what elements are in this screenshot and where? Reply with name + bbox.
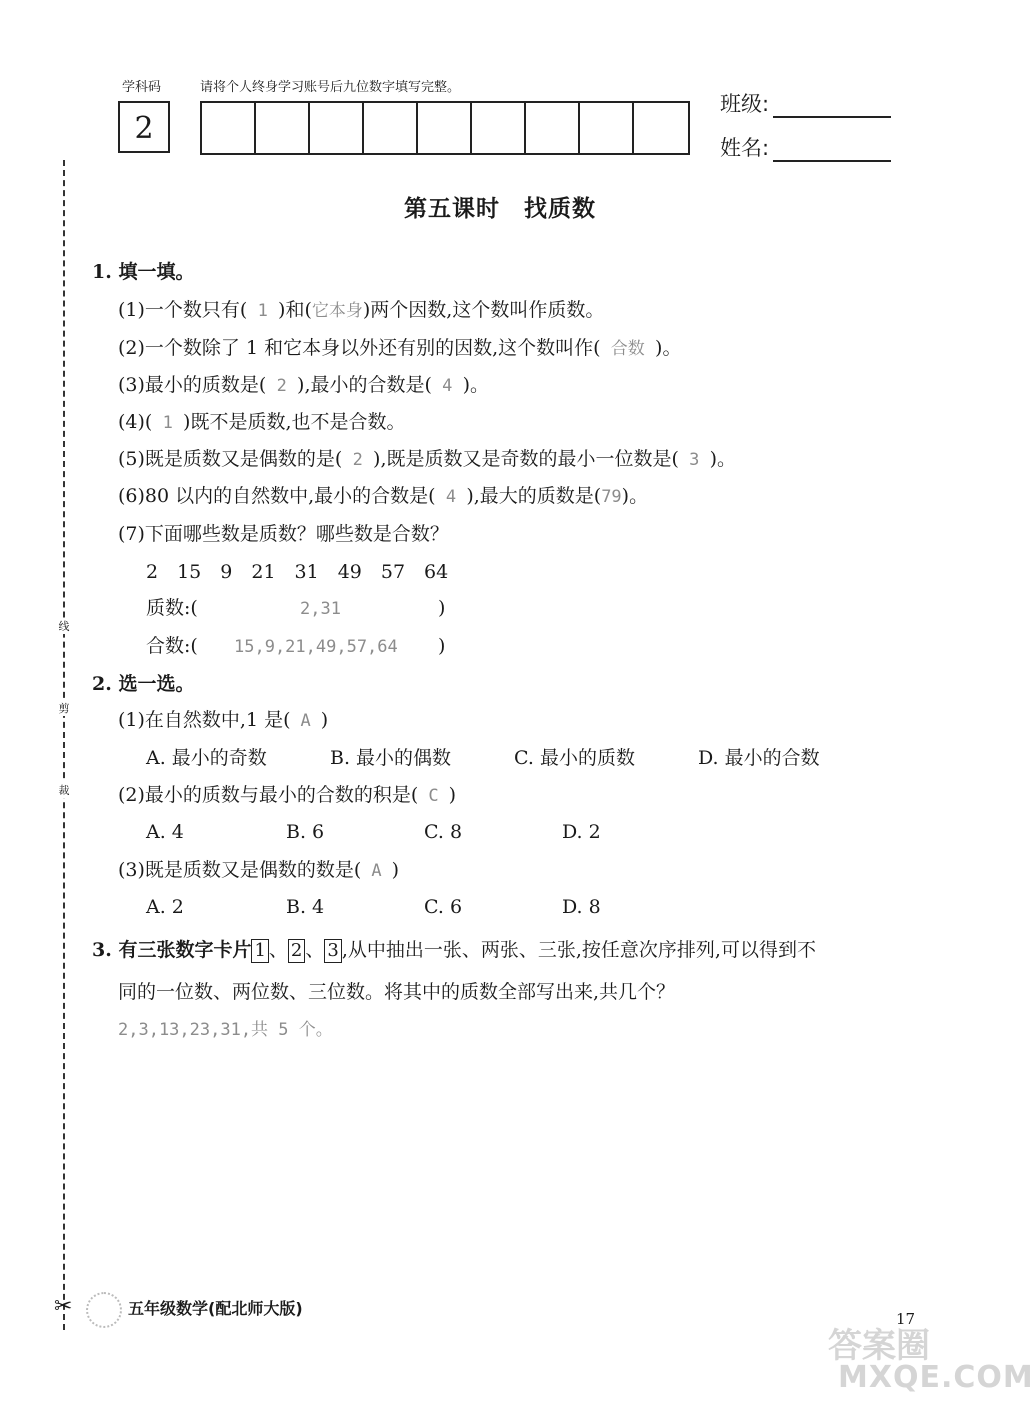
- q2-3-option-b: B. 4: [286, 896, 325, 918]
- q2-1-option-d: D. 最小的合数: [698, 747, 820, 769]
- watermark-url: MXQE.COM: [838, 1360, 1034, 1395]
- q1-item-3: (3)最小的质数是( 2 ),最小的合数是( 4 )。: [118, 374, 490, 396]
- class-field[interactable]: [720, 88, 891, 118]
- digit-cell[interactable]: [202, 103, 256, 153]
- answer: 2: [266, 376, 298, 396]
- digit-cell[interactable]: [310, 103, 364, 153]
- page-number: 17: [896, 1310, 916, 1328]
- answer: C: [428, 786, 439, 806]
- answer: 它本身: [311, 301, 363, 321]
- watermark-logo: 答案圈: [828, 1326, 930, 1366]
- scissors-icon: ✂: [54, 1294, 73, 1319]
- answer: A: [371, 861, 382, 881]
- book-title: 五年级数学(配北师大版): [128, 1299, 303, 1318]
- q1-item-1: (1)一个数只有( 1 )和(它本身)两个因数,这个数叫作质数。: [118, 299, 605, 321]
- digit-cell[interactable]: [364, 103, 418, 153]
- composite-answer: 15,9,21,49,57,64: [234, 637, 398, 657]
- q3-line-2: 同的一位数、两位数、三位数。将其中的质数全部写出来,共几个？: [118, 981, 676, 1003]
- q1-item-7: (7)下面哪些数是质数？哪些数是合数？: [118, 523, 449, 545]
- composite-line: 合数:(: [146, 635, 198, 657]
- q2-item-2: (2)最小的质数与最小的合数的积是( C ): [118, 784, 456, 806]
- account-instruction: 请将个人终身学习账号后九位数字填写完整。: [200, 80, 461, 95]
- answer: 3: [678, 450, 710, 470]
- prime-answer: 2,31: [300, 599, 341, 619]
- answer: 4: [435, 487, 467, 507]
- q2-heading: 2. 选一选。: [92, 673, 195, 695]
- number-list: 2 15 9 21 31 49 57 64: [146, 561, 449, 583]
- q2-3-option-d: D. 8: [562, 896, 601, 918]
- q2-1-option-a: A. 最小的奇数: [146, 747, 267, 769]
- side-label-cai: 裁: [56, 782, 72, 798]
- number-card: 1: [251, 939, 268, 963]
- q2-2-option-b: B. 6: [286, 821, 325, 843]
- q3-line-1: 3. 有三张数字卡片 1 、 2 、 3 ,从中抽出一张、两张、三张,按任意次序排列,可以得到不: [92, 939, 816, 961]
- answer: 2: [342, 450, 374, 470]
- digit-cell[interactable]: [472, 103, 526, 153]
- q1-item-4: (4)( 1 )既不是质数,也不是合数。: [118, 411, 406, 433]
- digit-cell[interactable]: [256, 103, 310, 153]
- side-label-jian: 剪: [56, 700, 72, 716]
- lesson-title: 第五课时 找质数: [404, 196, 596, 222]
- q2-3-option-a: A. 2: [146, 896, 184, 918]
- prime-close: ): [438, 597, 446, 619]
- subject-code-label: 学科码: [122, 80, 162, 95]
- digit-cell[interactable]: [418, 103, 472, 153]
- q2-2-option-c: C. 8: [424, 821, 463, 843]
- digit-cell[interactable]: [634, 103, 688, 153]
- name-blank[interactable]: [773, 138, 891, 162]
- class-label: 班级:: [720, 92, 770, 116]
- name-field[interactable]: [720, 132, 891, 162]
- q2-2-option-a: A. 4: [146, 821, 184, 843]
- q1-item-6: (6)80 以内的自然数中,最小的合数是( 4 ),最大的质数是(79)。: [118, 485, 649, 507]
- q2-1-option-b: B. 最小的偶数: [330, 747, 452, 769]
- q2-item-1: (1)在自然数中,1 是( A ): [118, 709, 329, 731]
- answer: 1: [152, 413, 184, 433]
- subject-code-box: 2: [118, 101, 170, 153]
- q2-1-option-c: C. 最小的质数: [514, 747, 635, 769]
- answer: 4: [431, 376, 463, 396]
- q1-item-2: (2)一个数除了 1 和它本身以外还有别的因数,这个数叫作( 合数 )。: [118, 337, 682, 359]
- answer: 合数: [600, 339, 656, 359]
- number-card: 3: [324, 939, 341, 963]
- q1-heading: 1. 填一填。: [92, 261, 195, 283]
- q1-item-5: (5)既是质数又是偶数的是( 2 ),既是质数又是奇数的最小一位数是( 3 )。: [118, 448, 737, 470]
- side-label-xian: 线: [56, 618, 72, 634]
- name-label: 姓名:: [720, 136, 770, 160]
- class-blank[interactable]: [773, 94, 891, 118]
- q2-item-3: (3)既是质数又是偶数的数是( A ): [118, 859, 399, 881]
- cut-dashed-line: [63, 160, 65, 1330]
- digit-cell[interactable]: [580, 103, 634, 153]
- account-digit-boxes[interactable]: [200, 101, 690, 155]
- answer: A: [300, 711, 311, 731]
- number-card: 2: [288, 939, 305, 963]
- prime-line: 质数:(: [146, 597, 198, 619]
- answer: 79: [601, 487, 622, 507]
- answer: 1: [247, 301, 279, 321]
- q3-answer: 2,3,13,23,31,共 5 个。: [118, 1020, 333, 1040]
- digit-cell[interactable]: [526, 103, 580, 153]
- composite-close: ): [438, 635, 446, 657]
- q2-3-option-c: C. 6: [424, 896, 463, 918]
- publisher-logo-icon: [86, 1292, 122, 1328]
- q2-2-option-d: D. 2: [562, 821, 601, 843]
